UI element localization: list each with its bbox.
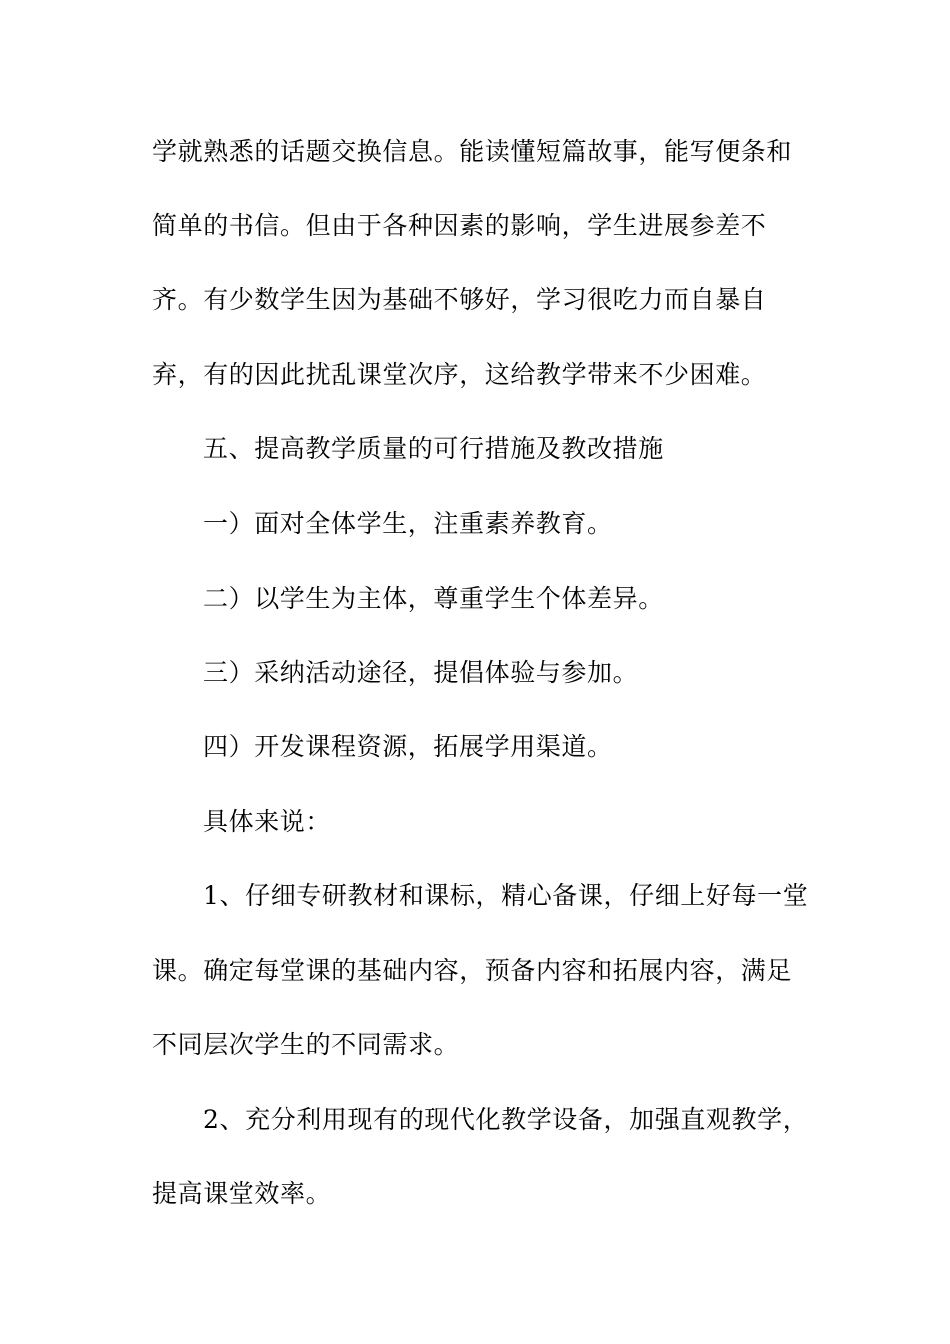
numbered-item-line: 提高课堂效率。 [152, 1179, 332, 1208]
numbered-item-line: 2、充分利用现有的现代化教学设备，加强直观教学， [203, 1105, 809, 1134]
numbered-item-line: 不同层次学生的不同需求。 [152, 1030, 460, 1059]
list-item: 一）面对全体学生，注重素养教育。 [203, 509, 613, 538]
list-item: 三）采纳活动途径，提倡体验与参加。 [203, 658, 639, 687]
list-item: 四）开发课程资源，拓展学用渠道。 [203, 732, 613, 761]
paragraph-line: 齐。有少数学生因为基础不够好，学习很吃力而自暴自 [152, 285, 767, 314]
paragraph-line: 弃，有的因此扰乱课堂次序，这给教学带来不少困难。 [152, 360, 767, 389]
list-item: 二）以学生为主体，尊重学生个体差异。 [203, 584, 664, 613]
paragraph-line: 具体来说： [203, 807, 332, 836]
numbered-item-line: 课。确定每堂课的基础内容，预备内容和拓展内容，满足 [152, 956, 793, 985]
paragraph-line: 学就熟悉的话题交换信息。能读懂短篇故事，能写便条和 [152, 137, 793, 166]
paragraph-line: 简单的书信。但由于各种因素的影响，学生进展参差不 [152, 211, 767, 240]
numbered-item-line: 1、仔细专研教材和课标，精心备课，仔细上好每一堂 [203, 881, 809, 910]
section-heading: 五、提高教学质量的可行措施及教改措施 [203, 434, 664, 463]
